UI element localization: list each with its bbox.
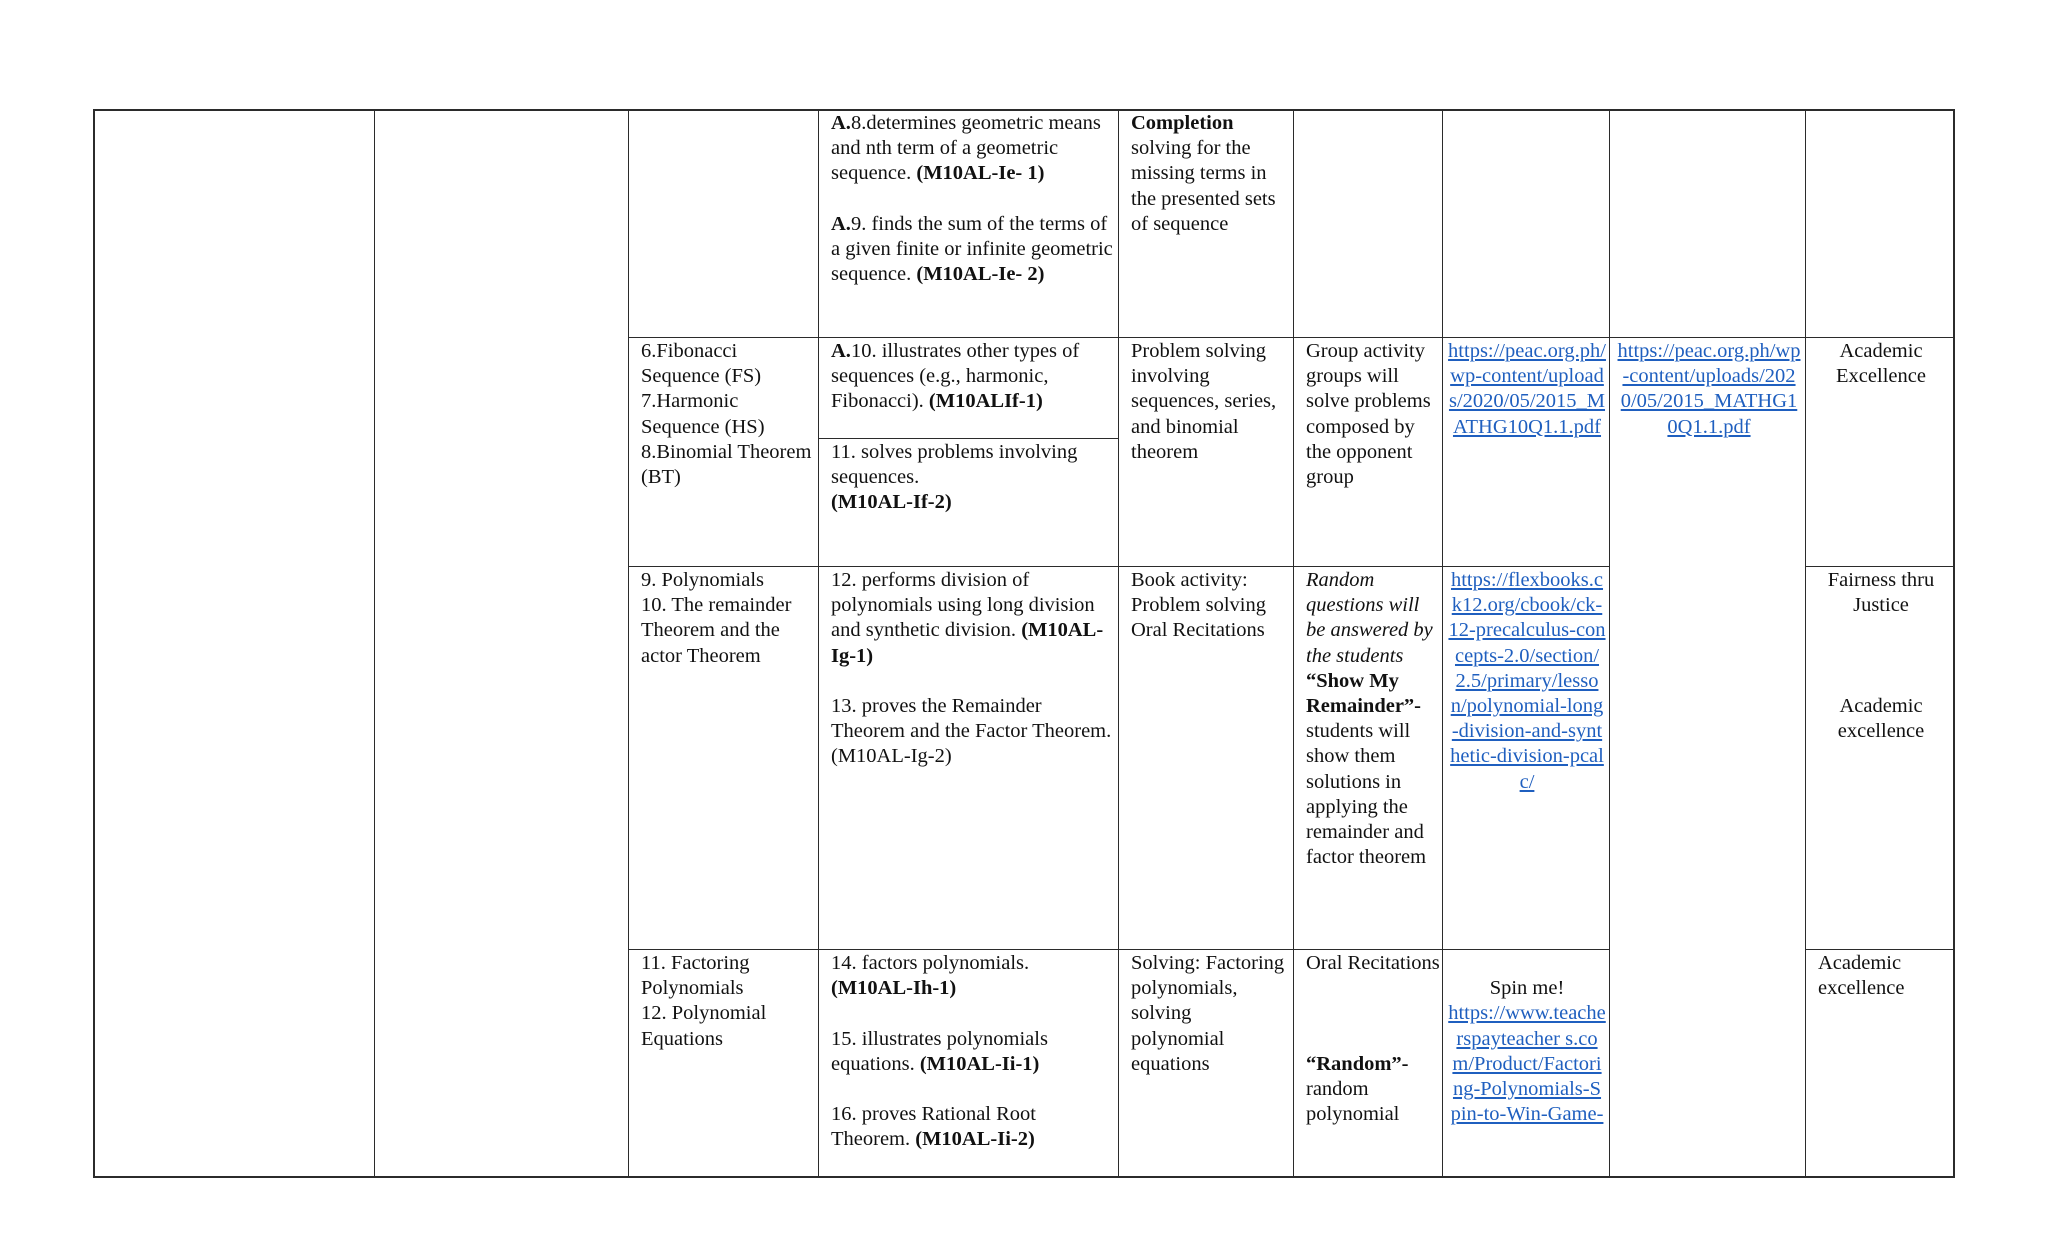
topic-item: 11. Factoring Polynomials (641, 952, 750, 1000)
assessment-cell: Group activity groups will solve problems composed by the opponent group (1306, 340, 1431, 489)
activity-title: Completion (1131, 112, 1234, 134)
row-divider (628, 337, 1955, 338)
competency-cell (831, 339, 1113, 415)
topic-item: 7.Harmonic Sequence (HS) (641, 390, 765, 438)
competency-item: A.8.determines geometric means and nth term of a geometric sequence. (M10AL-Ie- 1) (831, 112, 1101, 185)
column-divider (1442, 109, 1443, 1178)
competency-item: 11. solves problems involving sequences. (M10AL-If-2) (831, 441, 1078, 514)
column-divider (1118, 109, 1119, 1178)
resource-link[interactable]: https://flexbooks.ck12.org/cbook/ck-12-precalculus-concepts-2.0/section/2.5/primary/lesson/polynomial-long-division-and-synthetic-division-pcalc/ (1448, 569, 1606, 793)
row-divider (628, 949, 1609, 950)
row-divider (1805, 949, 1955, 950)
assessment-note: Random questions will be answered by the students (1306, 569, 1433, 667)
competency-cell (831, 568, 1113, 770)
assessment-title: “Show My Remainder”- (1306, 669, 1422, 718)
values-cell: Academic Excellence (1836, 340, 1926, 388)
competency-item: A.9. finds the sum of the terms of a given finite or infinite geometric sequence. (M10AL-Ie- 2) (831, 212, 1113, 286)
topic-item: 8.Binomial Theorem (BT) (641, 440, 812, 489)
reference-link[interactable]: https://peac.org.ph/wp-content/uploads/2020/05/2015_MATHG10Q1.1.pdf (1617, 340, 1801, 438)
assessment-text: students will show them solutions in applying the remainder and factor theorem (1306, 720, 1427, 869)
column-divider (818, 109, 819, 1178)
row-divider (1805, 566, 1955, 567)
assessment-cell (1306, 568, 1440, 870)
assessment-text: Oral Recitations (1306, 952, 1440, 974)
competency-item: 14. factors polynomials. (M10AL-Ih-1) (831, 952, 1030, 1000)
competency-cell (831, 440, 1113, 516)
column-divider (1609, 109, 1610, 1178)
topic-cell (641, 568, 816, 669)
values-cell (1810, 568, 1952, 744)
activity-cell (1131, 111, 1289, 237)
resource-link[interactable]: https://peac.org.ph/wp-content/uploads/2020/05/2015_MATHG10Q1.1.pdf (1448, 340, 1606, 438)
resource-cell (1448, 951, 1606, 1176)
value-item: Fairness thru Justice (1827, 569, 1935, 617)
column-divider (1805, 109, 1806, 1178)
row-divider (818, 438, 1118, 439)
assessment-text: random polynomial (1306, 1077, 1400, 1126)
topic-cell (641, 951, 816, 1052)
competency-item: 12. performs division of polynomials using long division and synthetic division. (M10AL-Ig-1) (831, 569, 1104, 667)
activity-text: solving for the missing terms in the presented sets of sequence (1131, 137, 1276, 235)
competency-item: 13. proves the Remainder Theorem and the Factor Theorem. (M10AL-Ig-2) (831, 695, 1112, 768)
topic-cell (641, 339, 816, 490)
resource-link[interactable]: https://www.teacherspayteacher s.com/Product/Factoring-Polynomials-Spin-to-Win-Game- (1448, 1002, 1606, 1126)
activity-cell: Problem solving involving sequences, series, and binomial theorem (1131, 340, 1277, 463)
column-divider (628, 109, 629, 1178)
assessment-cell (1306, 951, 1440, 1175)
competency-cell (831, 111, 1113, 287)
reference-cell (1616, 339, 1802, 440)
column-divider (1293, 109, 1294, 1178)
competency-item: 16. proves Rational Root Theorem. (M10AL-Ii-2) (831, 1103, 1036, 1151)
topic-item: 10. The remainder Theorem and the actor Theorem (641, 594, 792, 667)
competency-cell (831, 951, 1113, 1153)
competency-item: 15. illustrates polynomials equations. (M10AL-Ii-1) (831, 1027, 1048, 1075)
topic-item: 6.Fibonacci Sequence (FS) (641, 340, 762, 388)
activity-cell: Book activity: Problem solving Oral Recitations (1131, 569, 1266, 642)
column-divider (374, 109, 375, 1178)
topic-item: 12. Polynomial Equations (641, 1002, 767, 1050)
values-cell: Academic excellence (1818, 952, 1905, 1000)
assessment-title: “Random”- (1306, 1052, 1409, 1075)
topic-item: 9. Polynomials (641, 569, 765, 591)
resource-cell (1448, 568, 1606, 795)
row-divider (628, 566, 1609, 567)
resource-title: Spin me! (1489, 977, 1565, 1000)
activity-cell: Solving: Factoring polynomials, solving polynomial equations (1131, 952, 1285, 1075)
resource-cell (1448, 339, 1606, 440)
value-item: Academic excellence (1837, 694, 1925, 743)
competency-item: A.10. illustrates other types of sequences (e.g., harmonic, Fibonacci). (M10ALIf-1) (831, 340, 1080, 413)
